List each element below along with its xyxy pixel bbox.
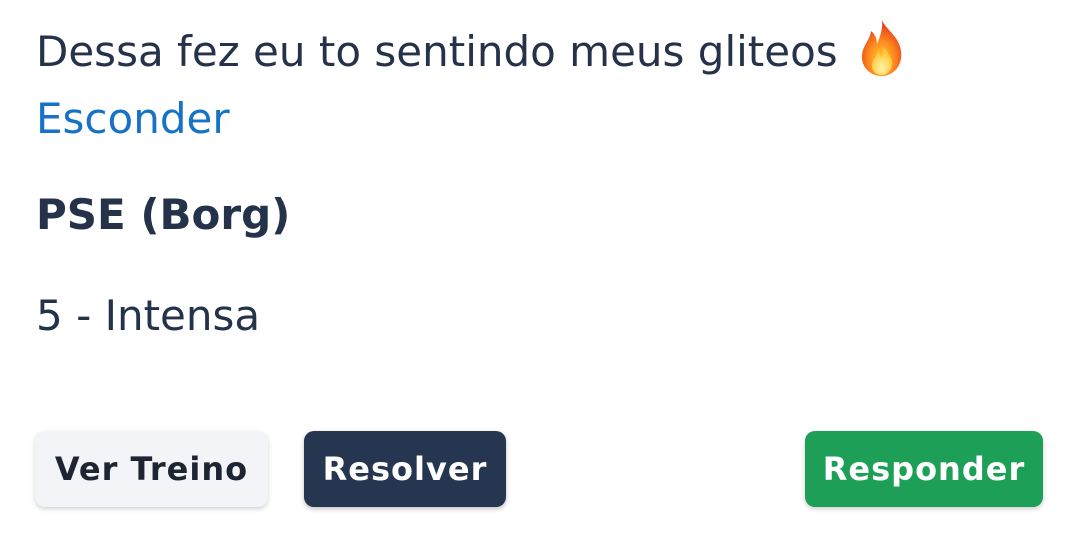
resolve-button[interactable]: Resolver: [304, 431, 506, 507]
comment-text: Dessa fez eu to sentindo meus gliteos: [36, 27, 838, 76]
pse-value: 5 - Intensa: [36, 291, 261, 340]
reply-button[interactable]: Responder: [805, 431, 1043, 507]
hide-comment-link[interactable]: Esconder: [36, 94, 230, 143]
view-workout-button[interactable]: Ver Treino: [35, 431, 268, 507]
comment-text-row: [36, 18, 909, 80]
pse-title: PSE (Borg): [36, 190, 291, 239]
fire-icon: [855, 18, 909, 78]
